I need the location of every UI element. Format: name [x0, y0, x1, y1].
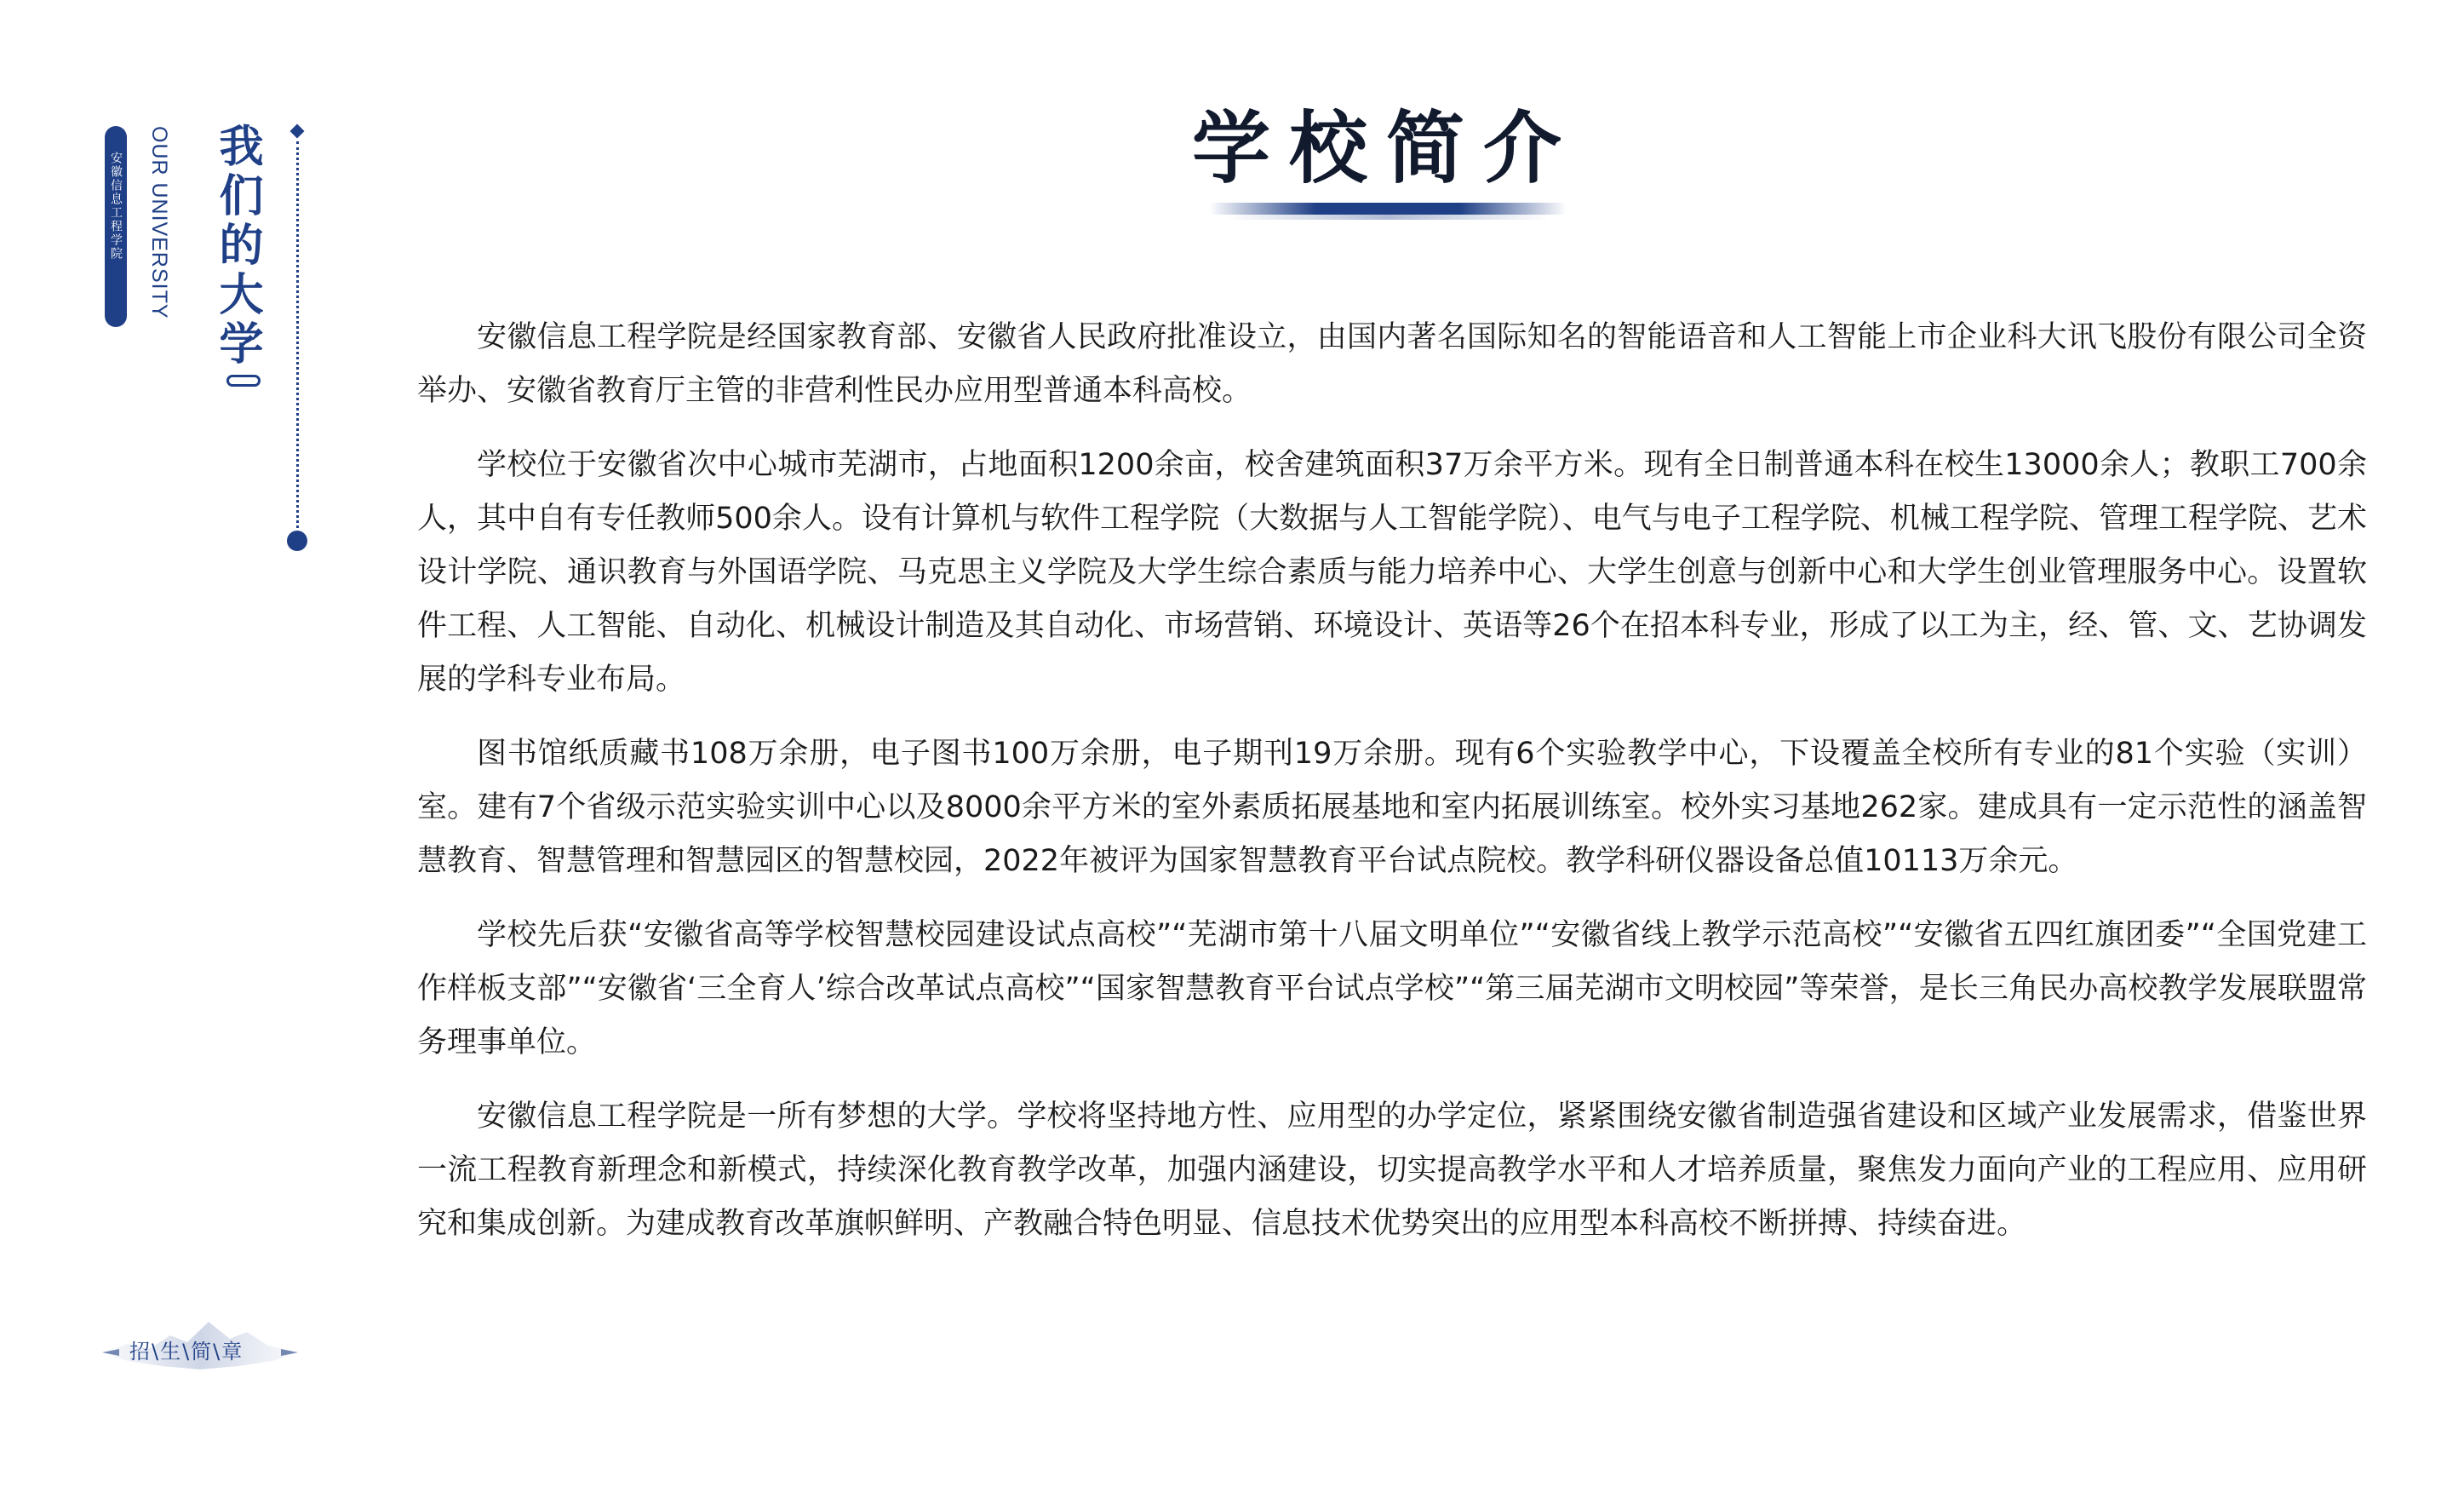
sidebar-english-label: OUR UNIVERSITY	[147, 126, 171, 319]
intro-paragraph: 图书馆纸质藏书108万余册，电子图书100万余册，电子期刊19万余册。现有6个实验教学中心，下设覆盖全校所有专业的81个实验（实训）室。建有7个省级示范实验实训中心以及8000余平方米的室外素质拓展基地和室内拓展训练室。校外实习基地262家。建成具有一定示范性的涵盖智慧教育、智慧管理和智慧园区的智慧校园，2022年被评为国家智慧教育平台试点院校。教学科研仪器设备总值10113万余元。	[417, 737, 2367, 878]
intro-paragraph: 安徽信息工程学院是经国家教育部、安徽省人民政府批准设立，由国内著名国际知名的智能语音和人工智能上市企业科大讯飞股份有限公司全资举办、安徽省教育厅主管的非营利性民办应用型普通本科高校。	[417, 320, 2367, 408]
timeline-dotted-line	[296, 141, 299, 528]
page-title-underline-shadow	[1226, 215, 1550, 220]
intro-content	[417, 311, 2367, 1272]
school-name-pill-text: 安徽信息工程学院	[109, 152, 123, 261]
page-title: 学校简介	[1192, 102, 1581, 194]
intro-paragraph: 安徽信息工程学院是一所有梦想的大学。学校将坚持地方性、应用型的办学定位，紧紧围绕安徽省制造强省建设和区域产业发展需求，借鉴世界一流工程教育新理念和新模式，持续深化教育教学改革，加强内涵建设，切实提高教学水平和人才培养质量，聚焦发力面向产业的工程应用、应用研究和集成创新。为建成教育改革旗帜鲜明、产教融合特色明显、信息技术优势突出的应用型本科高校不断拼搏、持续奋进。	[417, 1099, 2367, 1241]
dot-icon	[287, 531, 307, 551]
page-title-underline	[1209, 203, 1567, 215]
sidebar-title: 我们的大学	[211, 123, 262, 370]
sidebar-title-ornament	[226, 375, 261, 387]
intro-paragraph: 学校先后获“安徽省高等学校智慧校园建设试点高校”“芜湖市第十八届文明单位”“安徽省线上教学示范高校”“安徽省五四红旗团委”“全国党建工作样板支部”“安徽省‘三全育人’综合改革试点高校”“国家智慧教育平台试点学校”“第三届芜湖市文明校园”等荣誉，是长三角民办高校教学发展联盟常务理事单位。	[417, 918, 2367, 1059]
school-name-pill	[105, 126, 127, 327]
footer-brochure-label: 招\生\简\章	[129, 1340, 244, 1364]
intro-paragraph: 学校位于安徽省次中心城市芜湖市，占地面积1200余亩，校舍建筑面积37万余平方米。现有全日制普通本科在校生13000余人；教职工700余人，其中自有专任教师500余人。设有计算机与软件工程学院（大数据与人工智能学院）、电气与电子工程学院、机械工程学院、管理工程学院、艺术设计学院、通识教育与外国语学院、马克思主义学院及大学生综合素质与能力培养中心、大学生创意与创新中心和大学生创业管理服务中心。设置软件工程、人工智能、自动化、机械设计制造及其自动化、市场营销、环境设计、英语等26个在招本科专业，形成了以工为主，经、管、文、艺协调发展的学科专业布局。	[417, 448, 2367, 697]
diamond-icon	[290, 124, 305, 139]
